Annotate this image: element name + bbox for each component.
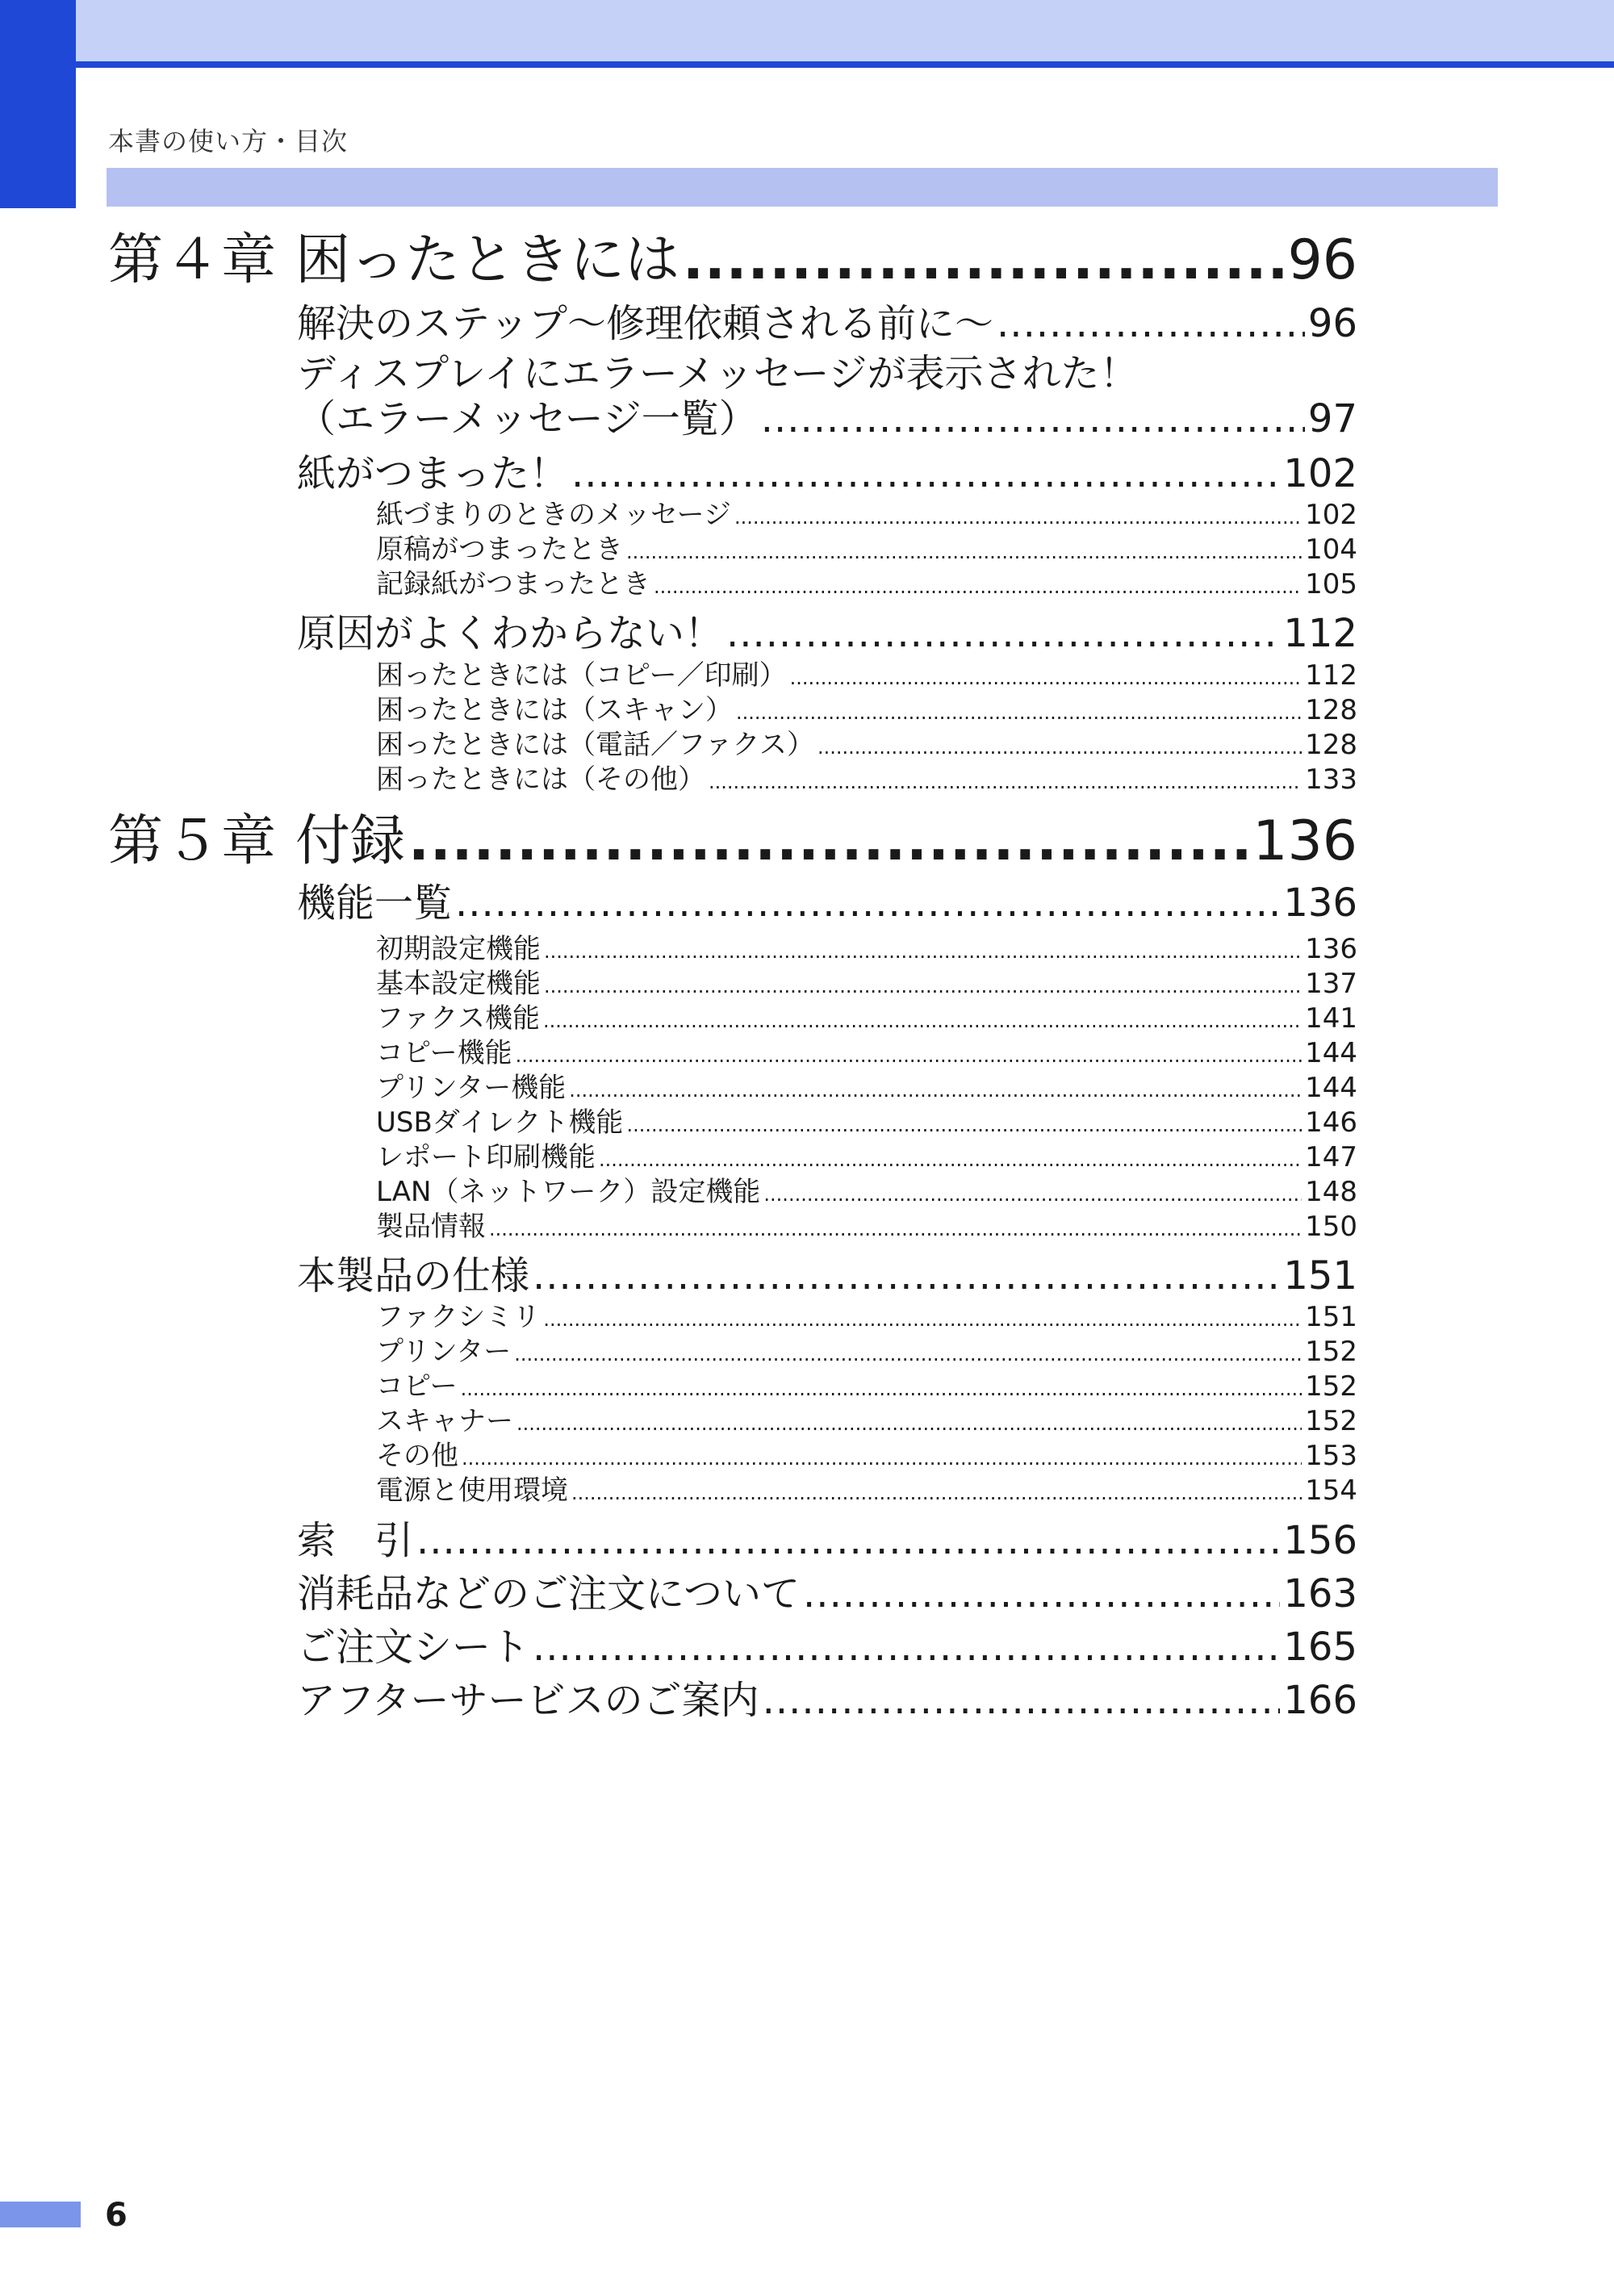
leader-dots [544, 940, 1302, 963]
leader-dots [514, 1343, 1302, 1365]
toc-subsection[interactable] [376, 1433, 1357, 1473]
section-title: 紙がつまった！ [297, 451, 569, 496]
leader-dots [736, 701, 1302, 724]
toc-subsection[interactable] [376, 527, 1357, 567]
leader-dots [544, 975, 1302, 997]
leader-dots [489, 1218, 1302, 1240]
toc-section[interactable] [297, 442, 1357, 498]
leader-dots [997, 301, 1305, 346]
page-ref: 112 [1283, 611, 1357, 656]
subsection-title: LAN（ネットワーク）設定機能 [376, 1176, 761, 1208]
section-title: 消耗品などのご注文について [297, 1571, 801, 1616]
leader-dots [599, 1148, 1302, 1171]
toc-subsection[interactable] [376, 1399, 1357, 1438]
toc-subsection[interactable] [376, 1204, 1357, 1244]
toc-subsection[interactable] [376, 1169, 1357, 1209]
toc-subsection[interactable] [376, 1294, 1357, 1334]
chapter-title: 困ったときには [295, 228, 680, 292]
subsection-title: 困ったときには（電話／ファクス） [376, 729, 814, 761]
page-ref: 148 [1305, 1176, 1357, 1208]
section-title: 本製品の仕様 [297, 1253, 530, 1299]
leader-dots [516, 1412, 1302, 1435]
subsection-title: スキャナー [376, 1405, 513, 1437]
toc-section[interactable] [297, 872, 1357, 927]
page-ref: 136 [1252, 809, 1357, 873]
toc-subsection[interactable] [376, 1135, 1357, 1174]
page-ref: 105 [1305, 568, 1357, 600]
toc-chapter-5[interactable] [108, 797, 1357, 876]
toc-subsection[interactable] [376, 1065, 1357, 1105]
page-ref: 102 [1305, 499, 1357, 531]
subsection-title: 紙づまりのときのメッセージ [376, 499, 731, 531]
chapter-number: 第４章 [108, 228, 278, 292]
subsection-title: ファクス機能 [376, 1002, 540, 1035]
page-ref: 97 [1307, 396, 1357, 441]
subsection-title: 困ったときには（スキャン） [376, 694, 733, 726]
toc-section[interactable] [297, 292, 1357, 348]
chapter-title: 付録 [295, 809, 406, 873]
page-ref: 166 [1283, 1678, 1357, 1723]
page-ref: 165 [1283, 1625, 1357, 1670]
section-title: （エラーメッセージ一覧） [297, 396, 758, 441]
breadcrumb: 本書の使い方・目次 [108, 126, 349, 157]
toc-subsection[interactable] [376, 1031, 1357, 1070]
toc-subsection[interactable] [376, 688, 1357, 727]
toc-subsection[interactable] [376, 757, 1357, 797]
page-ref: 141 [1305, 1002, 1357, 1035]
subsection-title: 電源と使用環境 [376, 1474, 568, 1507]
leader-dots [734, 506, 1302, 529]
toc-section[interactable] [297, 1669, 1357, 1725]
header-rule [76, 61, 1614, 68]
page-ref: 154 [1305, 1474, 1357, 1507]
page-ref: 147 [1305, 1141, 1357, 1173]
toc-subsection[interactable] [376, 1468, 1357, 1508]
page-ref: 163 [1283, 1571, 1357, 1616]
page-ref: 136 [1283, 880, 1357, 926]
page-ref: 104 [1305, 533, 1357, 566]
toc-subsection[interactable] [376, 926, 1357, 966]
page-ref: 128 [1305, 694, 1357, 726]
leader-dots [790, 667, 1302, 689]
toc-subsection[interactable] [376, 492, 1357, 532]
leader-dots [543, 1308, 1302, 1331]
page-ref: 156 [1283, 1518, 1357, 1563]
subsection-title: プリンター機能 [376, 1072, 567, 1104]
leader-dots [763, 1183, 1302, 1206]
toc-subsection[interactable] [376, 653, 1357, 692]
subsection-title: 記録紙がつまったとき [376, 568, 650, 600]
page-ref: 102 [1283, 451, 1357, 496]
toc-subsection[interactable] [376, 961, 1357, 1001]
subsection-title: コピー [376, 1370, 458, 1403]
subsection-title: 初期設定機能 [376, 933, 541, 965]
toc-chapter-4[interactable] [108, 216, 1357, 295]
page-ref: 133 [1305, 763, 1357, 796]
toc-section[interactable] [297, 1562, 1357, 1618]
page-ref: 152 [1305, 1370, 1357, 1403]
leader-dots [408, 809, 1249, 873]
leader-dots [516, 1044, 1302, 1067]
leader-dots [817, 736, 1302, 759]
subsection-title: 困ったときには（その他） [376, 763, 705, 796]
leader-dots [654, 575, 1302, 598]
subsection-title: レポート印刷機能 [376, 1141, 596, 1173]
toc-subsection[interactable] [376, 996, 1357, 1035]
subsection-title: プリンター [376, 1336, 512, 1368]
subsection-title: 製品情報 [376, 1211, 486, 1243]
toc-section[interactable] [297, 387, 1357, 443]
leader-dots [626, 1114, 1302, 1136]
page-ref: 112 [1305, 659, 1357, 692]
subsection-title: 基本設定機能 [376, 968, 541, 1000]
toc-section[interactable] [297, 1616, 1357, 1671]
section-title: 原因がよくわからない！ [297, 611, 724, 656]
leader-dots [455, 880, 1280, 926]
footer-tab [0, 2202, 81, 2227]
leader-dots [461, 1378, 1302, 1400]
leader-dots [569, 1079, 1302, 1102]
subsection-title: コピー機能 [376, 1037, 512, 1069]
page-ref: 146 [1305, 1106, 1357, 1139]
section-title: 解決のステップ〜修理依頼される前に〜 [297, 301, 994, 346]
page-ref: 151 [1305, 1301, 1357, 1333]
page-ref: 152 [1305, 1336, 1357, 1368]
leader-dots [533, 1253, 1280, 1299]
leader-dots [533, 1625, 1280, 1670]
section-title-line1[interactable]: ディスプレイにエラーメッセージが表示された！ [297, 351, 1139, 396]
section-title: ご注文シート [297, 1625, 530, 1670]
page-ref: 96 [1287, 228, 1357, 292]
leader-dots [683, 228, 1284, 292]
subsection-title: その他 [376, 1440, 458, 1472]
section-bar [107, 168, 1498, 207]
leader-dots [543, 1010, 1302, 1032]
toc-section[interactable] [297, 1244, 1357, 1300]
subsection-title: 困ったときには（コピー／印刷） [376, 659, 787, 692]
page-ref: 136 [1305, 933, 1357, 965]
toc-subsection[interactable] [376, 1329, 1357, 1369]
toc-section[interactable] [297, 602, 1357, 658]
subsection-title: ファクシミリ [376, 1301, 541, 1333]
leader-dots [626, 541, 1302, 563]
leader-dots [763, 1678, 1281, 1723]
toc-subsection[interactable] [376, 1364, 1357, 1403]
page-ref: 144 [1305, 1037, 1357, 1069]
leader-dots [761, 396, 1305, 441]
corner-tab [0, 0, 76, 208]
page-number: 6 [105, 2197, 128, 2234]
page-ref: 151 [1283, 1253, 1357, 1299]
toc-subsection[interactable] [376, 722, 1357, 762]
leader-dots [726, 611, 1280, 656]
leader-dots [803, 1571, 1280, 1616]
chapter-number: 第５章 [108, 809, 278, 873]
page-ref: 128 [1305, 729, 1357, 761]
toc-section[interactable] [297, 1509, 1357, 1565]
page-ref: 152 [1305, 1405, 1357, 1437]
subsection-title: 原稿がつまったとき [376, 533, 623, 566]
toc-subsection[interactable] [376, 562, 1357, 601]
section-title: 機能一覧 [297, 880, 453, 926]
toc-subsection[interactable] [376, 1100, 1357, 1140]
leader-dots [462, 1447, 1302, 1470]
header-band [0, 0, 1614, 66]
page-ref: 96 [1307, 301, 1357, 346]
leader-dots [571, 451, 1280, 496]
leader-dots [416, 1518, 1280, 1563]
page-ref: 137 [1305, 968, 1357, 1000]
section-title: アフターサービスのご案内 [297, 1678, 759, 1723]
leader-dots [571, 1482, 1302, 1504]
subsection-title: USBダイレクト機能 [376, 1106, 624, 1139]
section-title: 索 引 [297, 1518, 414, 1563]
page-ref: 153 [1305, 1440, 1357, 1472]
page-ref: 144 [1305, 1072, 1357, 1104]
leader-dots [709, 771, 1302, 793]
page-ref: 150 [1305, 1211, 1357, 1243]
